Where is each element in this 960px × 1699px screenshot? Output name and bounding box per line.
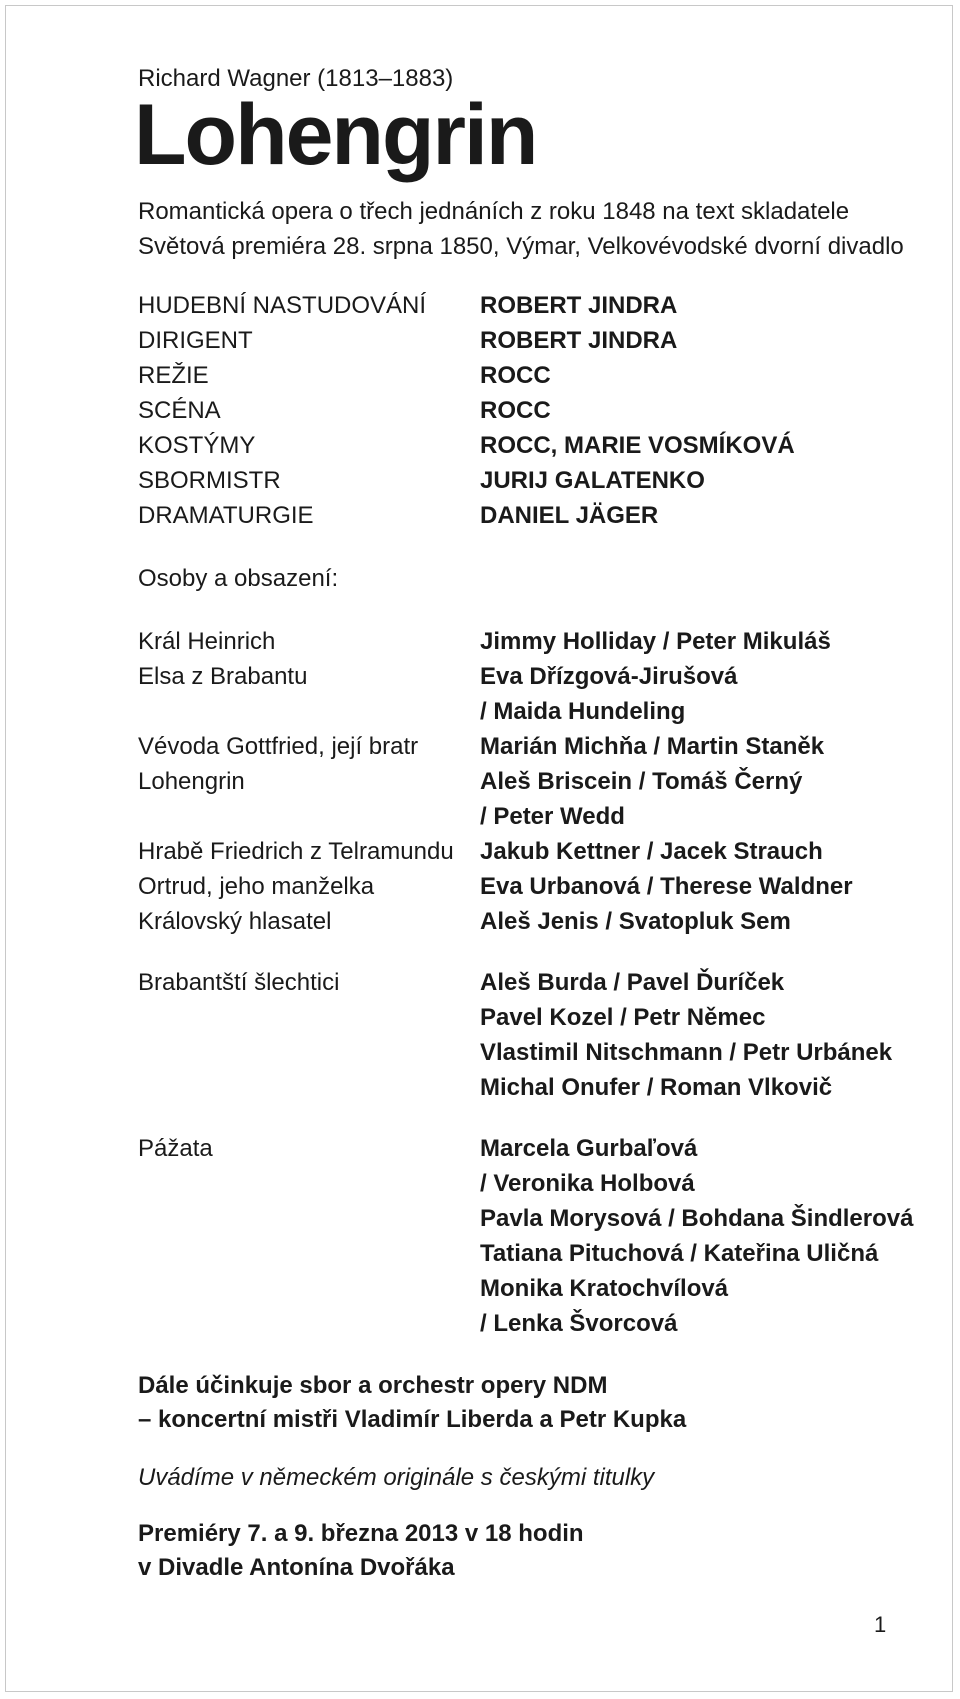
cast-names: [480, 869, 853, 904]
crew-name: ROCC, MARIE VOSMÍKOVÁ: [480, 432, 795, 459]
program-page: [5, 5, 953, 1692]
cast-name-line: Pavel Kozel / Petr Němec: [480, 1004, 766, 1031]
crew-name: ROCC: [480, 362, 551, 389]
crew-role: SBORMISTR: [138, 467, 281, 494]
cast-list: [138, 624, 938, 1341]
cast-name-line: Eva Dřízgová-Jirušová: [480, 663, 738, 690]
cast-name-line: / Lenka Švorcová: [480, 1310, 678, 1337]
crew-role: DRAMATURGIE: [138, 502, 314, 529]
cast-role: Brabantští šlechtici: [138, 969, 340, 996]
cast-names: [480, 834, 823, 869]
crew-role: HUDEBNÍ NASTUDOVÁNÍ: [138, 292, 427, 319]
ensemble-line: Dále účinkuje sbor a orchestr opery NDM: [138, 1372, 608, 1399]
cast-name-line: / Maida Hundeling: [480, 698, 686, 725]
page-number: 1: [874, 1612, 887, 1637]
cast-row: [138, 764, 938, 834]
crew-row: [138, 393, 938, 428]
cast-name-line: Aleš Jenis / Svatopluk Sem: [480, 908, 791, 935]
cast-row: [138, 1131, 938, 1341]
cast-name-line: Aleš Briscein / Tomáš Černý: [480, 768, 803, 795]
crew-role: REŽIE: [138, 362, 209, 389]
composer-line: Richard Wagner (1813–1883): [138, 65, 454, 92]
cast-names: [480, 729, 824, 764]
crew-role: DIRIGENT: [138, 327, 253, 354]
cast-role: Lohengrin: [138, 768, 245, 795]
crew-row: [138, 463, 938, 498]
cast-row: [138, 659, 938, 729]
crew-list: [138, 288, 938, 533]
crew-role: SCÉNA: [138, 397, 221, 424]
crew-row: [138, 288, 938, 323]
spacer: [138, 939, 938, 965]
cast-names: [480, 904, 791, 939]
cast-role: Hrabě Friedrich z Telramundu: [138, 838, 454, 865]
crew-name: ROBERT JINDRA: [480, 327, 678, 354]
cast-row: [138, 904, 938, 939]
cast-names: [480, 965, 892, 1105]
cast-name-line: / Veronika Holbová: [480, 1170, 695, 1197]
premiere-line: Premiéry 7. a 9. března 2013 v 18 hodin: [138, 1520, 584, 1547]
cast-role: Král Heinrich: [138, 628, 276, 655]
language-note: Uvádíme v německém originále s českými titulky: [138, 1464, 655, 1491]
cast-names: [480, 764, 802, 834]
premiere-info: [138, 1517, 938, 1585]
cast-row: [138, 834, 938, 869]
cast-row: [138, 965, 938, 1105]
cast-role: Elsa z Brabantu: [138, 663, 308, 690]
cast-heading: Osoby a obsazení:: [138, 565, 339, 592]
crew-row: [138, 428, 938, 463]
cast-row: [138, 729, 938, 764]
cast-name-line: Monika Kratochvílová: [480, 1275, 729, 1302]
crew-row: [138, 358, 938, 393]
cast-role: Ortrud, jeho manželka: [138, 873, 375, 900]
cast-names: [480, 1131, 913, 1341]
cast-row: [138, 869, 938, 904]
crew-name: ROCC: [480, 397, 551, 424]
cast-name-line: Eva Urbanová / Therese Waldner: [480, 873, 853, 900]
cast-role: Vévoda Gottfried, její bratr: [138, 733, 419, 760]
crew-row: [138, 323, 938, 358]
cast-name-line: / Peter Wedd: [480, 803, 625, 830]
ensemble-note: [138, 1369, 938, 1437]
cast-name-line: Aleš Burda / Pavel Ďuríček: [480, 969, 785, 996]
crew-name: ROBERT JINDRA: [480, 292, 678, 319]
cast-names: [480, 659, 737, 729]
cast-name-line: Jakub Kettner / Jacek Strauch: [480, 838, 823, 865]
cast-row: [138, 624, 938, 659]
cast-name-line: Vlastimil Nitschmann / Petr Urbánek: [480, 1039, 893, 1066]
opera-subtitle: [138, 194, 938, 264]
premiere-line: v Divadle Antonína Dvořáka: [138, 1554, 455, 1581]
spacer: [138, 1105, 938, 1131]
subtitle-line: Světová premiéra 28. srpna 1850, Výmar, Velkovévodské dvorní divadlo: [138, 233, 904, 260]
opera-title: Lohengrin: [134, 87, 537, 183]
cast-name-line: Pavla Morysová / Bohdana Šindlerová: [480, 1205, 914, 1232]
cast-name-line: Tatiana Pituchová / Kateřina Uličná: [480, 1240, 879, 1267]
cast-name-line: Marcela Gurbaľová: [480, 1135, 698, 1162]
cast-name-line: Michal Onufer / Roman Vlkovič: [480, 1074, 833, 1101]
crew-row: [138, 498, 938, 533]
cast-names: [480, 624, 831, 659]
crew-name: DANIEL JÄGER: [480, 502, 659, 529]
cast-name-line: Marián Michňa / Martin Staněk: [480, 733, 825, 760]
crew-name: JURIJ GALATENKO: [480, 467, 705, 494]
crew-role: KOSTÝMY: [138, 432, 256, 459]
ensemble-line: – koncertní mistři Vladimír Liberda a Petr Kupka: [138, 1406, 687, 1433]
cast-role: Pážata: [138, 1135, 213, 1162]
cast-role: Královský hlasatel: [138, 908, 332, 935]
cast-name-line: Jimmy Holliday / Peter Mikuláš: [480, 628, 831, 655]
page-content: [134, 64, 938, 1585]
subtitle-line: Romantická opera o třech jednáních z roku 1848 na text skladatele: [138, 198, 850, 225]
